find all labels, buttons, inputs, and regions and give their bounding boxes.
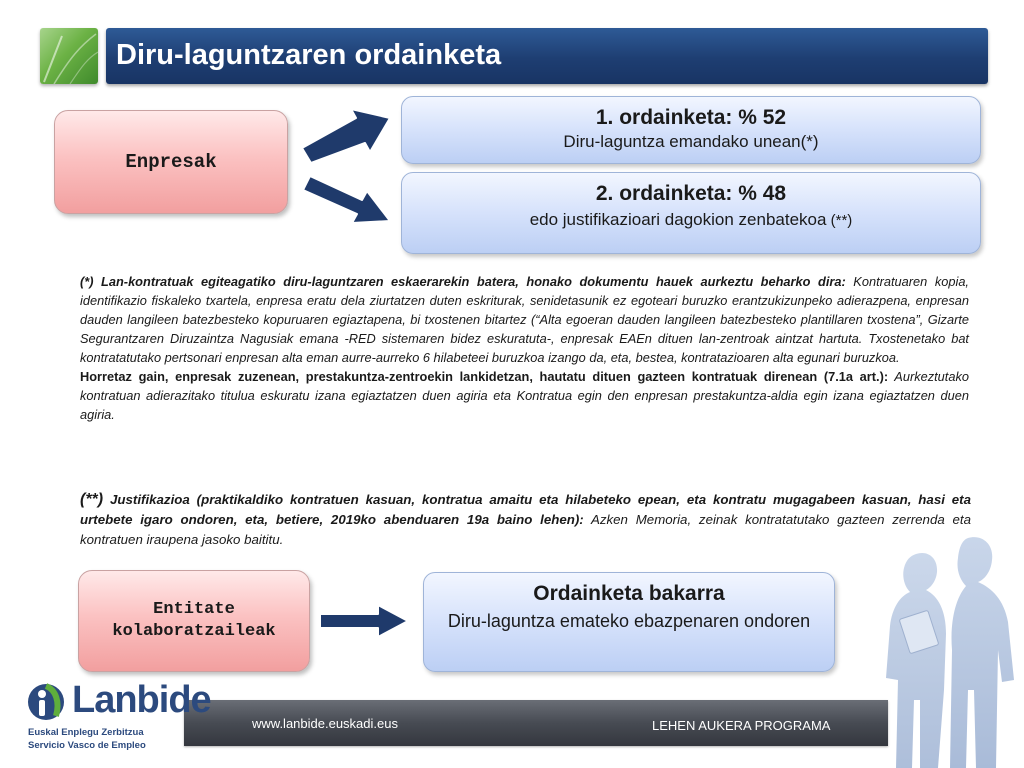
lanbide-subtitle-eu: Euskal Enplegu Zerbitzua <box>28 727 144 738</box>
header-decoration-icon <box>40 28 98 84</box>
note2-marker: (**) <box>80 491 104 508</box>
arrow-down-right-icon <box>298 174 394 230</box>
enpresak-box <box>54 110 288 214</box>
arrow-right-icon <box>318 602 412 640</box>
enpresak-label: Enpresak <box>125 151 217 173</box>
payment-2-title: 2. ordainketa: % 48 <box>595 182 787 205</box>
payment-1-box <box>401 96 981 164</box>
note1-intro-bold: (*) Lan-kontratuak egiteagatiko diru-laguntzaren eskaerarekin batera, honako dokumentu hauek aurkeztu beharko dira: <box>80 274 846 289</box>
footer-program-label: LEHEN AUKERA PROGRAMA <box>652 718 831 733</box>
footer-url-link[interactable]: www.lanbide.euskadi.eus <box>252 716 398 731</box>
single-payment-subtitle: Diru-laguntza emateko ebazpenaren ondoren <box>447 611 811 631</box>
note2-text: Azken Memoria, zeinak kontratatutako gazteen zerrenda eta kontratuen iraupena jasoko baititu. <box>80 512 971 547</box>
single-payment-box <box>423 572 835 672</box>
single-payment-title: Ordainketa bakarra <box>533 582 725 605</box>
entitate-box <box>78 570 310 672</box>
note1-intro-text: Kontratuaren kopia, identifikazio fiskaleko txartela, enpresa eratu dela ziurtatzen duten eskriturak, senidetasunik ez egoteari buruzko erantzukizunpeko adierazpena, enpresan dauden langileen batezbesteko kopuruaren egiaztapena, bi txostenen bitartez (“Alta egoeran dauden langileen batezbesteko plantillaren txostena”, Gizarte Segurantzaren Diruzaintza Nagusiak emana -RED sistemaren bidez eskuratuta-, enpresak EAEn dituen lan-zentroak aintzat hartuta. Txostenetako bat kontratatutako pertsonari enpresan alta eman aurre-aurreko 6 hilabeteei buruzkoa izango da, eta, bestea, kontratazioaren alta egunari buruzkoa. <box>80 274 969 365</box>
note2-bold: Justifikazioa (praktikaldiko kontratuen kasuan, kontratua amaitu eta hilabeteko epean, eta kontratu mugagabeen kasuan, hasi eta urtebete igaro ondoren, eta, betiere, 2019ko abenduaren 19a baino lehen): <box>80 492 971 527</box>
entitate-line-1: Entitate <box>153 600 235 619</box>
payment-1-subtitle: Diru-laguntza emandako unean(*) <box>563 132 819 151</box>
lanbide-logo-icon <box>26 682 66 722</box>
payment-1-title: 1. ordainketa: % 52 <box>595 106 787 129</box>
payment-2-subtitle: edo justifikazioari dagokion zenbatekoa (**) <box>529 210 853 229</box>
entitate-line-2: kolaboratzaileak <box>112 622 276 641</box>
note1-second-bold: Horretaz gain, enpresak zuzenean, prestakuntza-zentroekin lankidetzan, hautatu dituen gazteen kontratuak direnean (7.1a art.): <box>80 369 889 384</box>
slide-title: Diru-laguntzaren ordainketa <box>116 39 502 71</box>
note-justification <box>80 490 971 550</box>
lanbide-subtitle-es: Servicio Vasco de Empleo <box>28 740 146 751</box>
people-silhouette-icon <box>880 530 1020 768</box>
payment-2-note-ref: (**) <box>826 212 853 229</box>
note1-second-text: Aurkeztutako kontratuan adierazitako titulua eskuratu izana egiaztatzen duen agiria eta Kontratua egin den enpresan prestakuntza-aldia egin izana egiaztatzen duen agiria. <box>80 369 969 422</box>
arrow-up-right-icon <box>298 104 394 168</box>
payment-2-box <box>401 172 981 254</box>
note-documents <box>80 272 969 424</box>
lanbide-logo-text: Lanbide <box>72 679 211 721</box>
